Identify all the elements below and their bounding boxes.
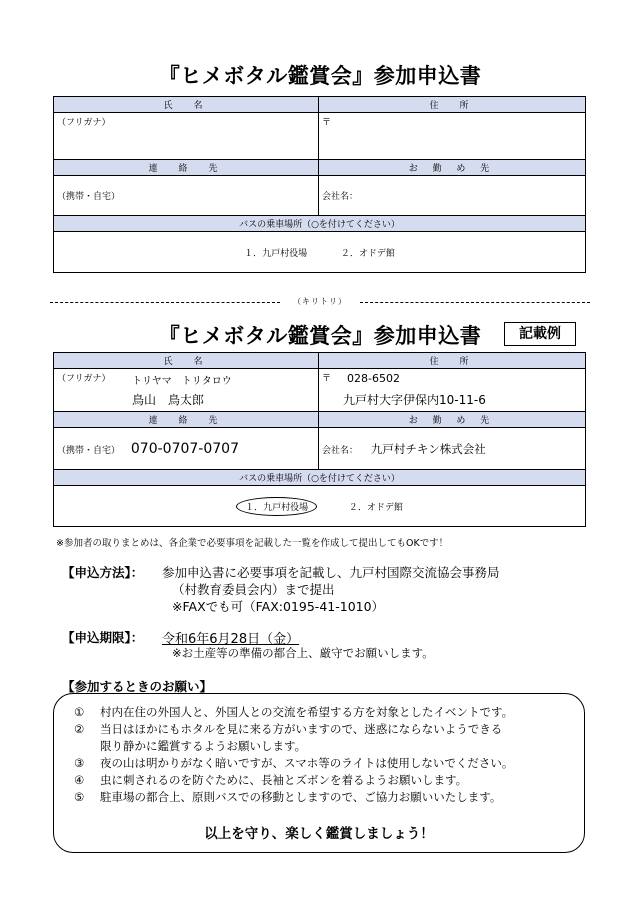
name-cell[interactable] (54, 113, 319, 160)
form-title: 『ヒメボタル鑑賞会』参加申込書 (158, 64, 482, 88)
address-cell-example (319, 369, 586, 412)
bus-option-2: ２．オドデ館 (348, 502, 403, 513)
bus-header: バスの乗車場所（○を付けてください） (54, 470, 586, 486)
deadline-note: ※お土産等の準備の都合上、厳守でお願いします。 (172, 646, 434, 660)
cut-line (50, 297, 590, 307)
company-cell-example (319, 428, 586, 470)
request-item-1: ① 村内在住の外国人と、外国人との交流を希望する方を対象としたイベントです。 (74, 705, 514, 719)
contact-cell[interactable] (54, 176, 319, 216)
address-header: 住 所 (319, 353, 586, 369)
postal-mark: 〒 (322, 118, 332, 128)
bus-options-example (54, 486, 586, 527)
contact-header: 連 絡 先 (54, 160, 319, 176)
example-badge: 記載例 (504, 322, 576, 346)
workplace-header: お 勤 め 先 (319, 412, 586, 428)
company-cell[interactable] (319, 176, 586, 216)
method-line-2: （村教育委員会内）まで提出 (172, 582, 335, 597)
bus-header: バスの乗車場所（○を付けてください） (54, 216, 586, 232)
name-value: 鳥山 鳥太郎 (132, 393, 205, 407)
contact-header: 連 絡 先 (54, 412, 319, 428)
footnote: ※参加者の取りまとめは、各企業で必要事項を記載した一覧を作成して提出してもOKです！ (56, 538, 449, 549)
address-value: 九戸村大字伊保内10-11-6 (343, 393, 486, 407)
bus-option-2[interactable]: ２．オドデ館 (340, 248, 395, 259)
contact-cell-example (54, 428, 319, 470)
furigana-label: （フリガナ） (57, 118, 111, 128)
deadline-value: 令和6年6月28日（金） (162, 632, 300, 647)
name-header: 氏 名 (54, 353, 319, 369)
postal-mark: 〒 (322, 374, 332, 384)
requests-heading: 【参加するときのお願い】 (62, 679, 213, 694)
company-label: 会社名： (322, 445, 359, 456)
bus-options[interactable] (54, 232, 586, 273)
phone-label: （携帯・自宅） (57, 445, 121, 456)
company-value: 九戸村チキン株式会社 (370, 441, 486, 456)
example-title: 『ヒメボタル鑑賞会』参加申込書 (158, 324, 482, 348)
address-cell[interactable] (319, 113, 586, 160)
name-cell-example (54, 369, 319, 412)
company-label: 会社名： (322, 192, 359, 202)
workplace-header: お 勤 め 先 (319, 160, 586, 176)
deadline-label: 【申込期限】： (62, 630, 144, 645)
furigana-value: トリヤマ トリタロウ (132, 376, 232, 387)
name-header: 氏 名 (54, 97, 319, 113)
phone-label: （携帯・自宅） (57, 192, 121, 202)
postal-value: 028-6502 (347, 372, 400, 385)
method-line-1: 参加申込書に必要事項を記載し、九戸村国際交流協会事務局 (162, 565, 500, 580)
request-item-2-cont: 限り静かに鑑賞するようお願いします。 (100, 739, 307, 753)
address-header: 住 所 (319, 97, 586, 113)
cut-label: （キリトリ） (293, 297, 347, 306)
bus-option-1-circled: １．九戸村役場 (236, 497, 317, 516)
request-item-2: ② 当日はほかにもホタルを見に来る方がいますので、迷惑にならないようできる (74, 722, 503, 736)
method-label: 【申込方法】： (62, 565, 144, 580)
application-form-example (53, 352, 586, 527)
application-form-blank (53, 96, 586, 273)
request-item-5: ⑤ 駐車場の都合上、原則バスでの移動としますので、ご協力お願いいたします。 (74, 790, 502, 804)
requests-box (53, 693, 585, 853)
request-item-3: ③ 夜の山は明かりがなく暗いですが、スマホ等のライトは使用しないでください。 (74, 756, 514, 770)
phone-value: 070-0707-0707 (130, 440, 239, 457)
closing-message: 以上を守り、楽しく鑑賞しましょう！ (204, 826, 434, 842)
bus-option-1[interactable]: １．九戸村役場 (244, 248, 308, 259)
furigana-label: （フリガナ） (57, 374, 111, 384)
request-item-4: ④ 虫に刺されるのを防ぐために、長袖とズボンを着るようお願いします。 (74, 773, 468, 787)
method-line-3: ※FAXでも可（FAX:0195-41-1010） (172, 599, 385, 614)
